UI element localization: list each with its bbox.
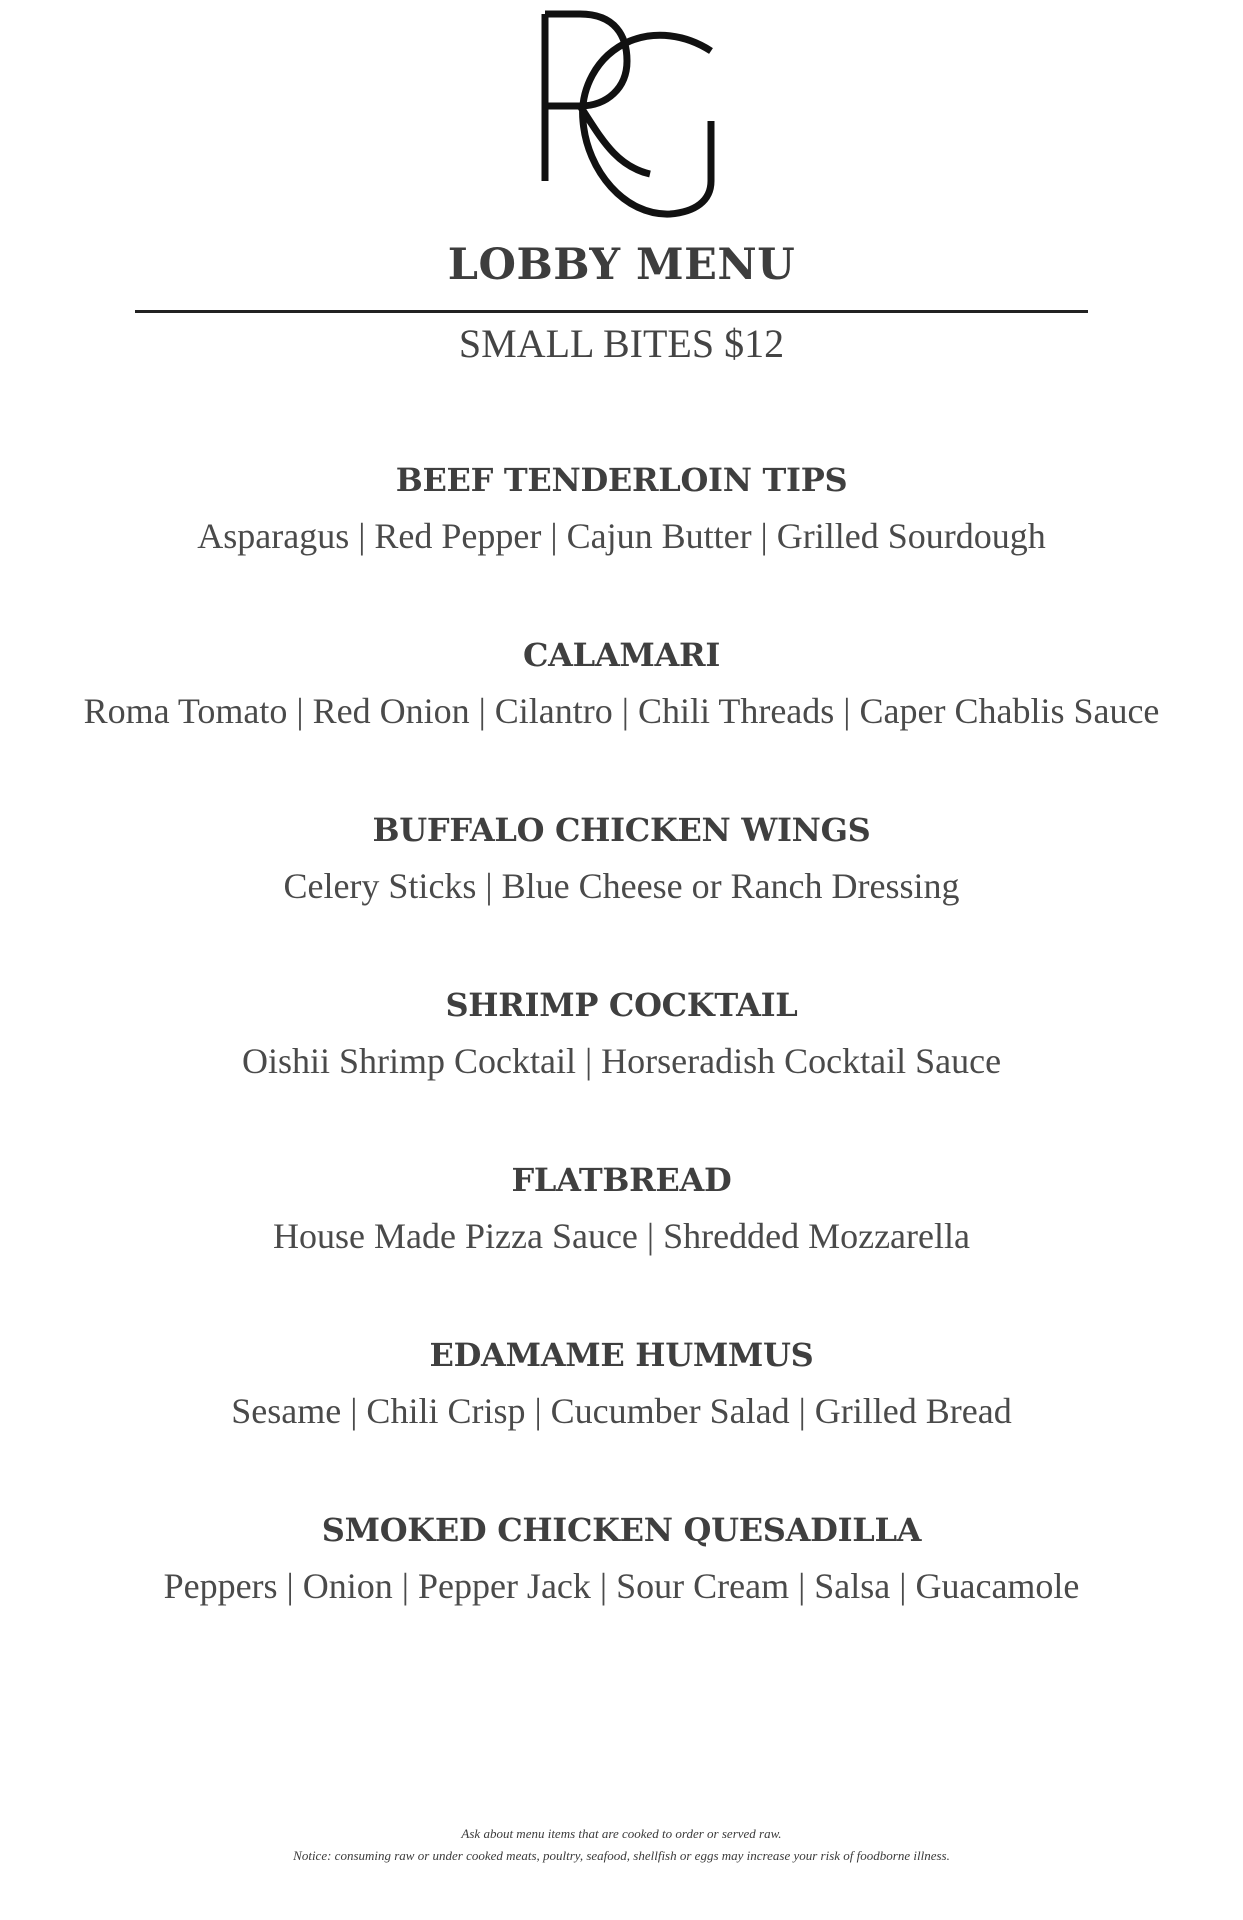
menu-items-list (0, 458, 1243, 1683)
menu-item-name: CALAMARI (522, 636, 721, 674)
menu-item (0, 1508, 1243, 1683)
footer-line-health-notice: Notice: consuming raw or under cooked meats, poultry, seafood, shellfish or eggs may increase your risk of foodborne illness. (293, 1848, 950, 1863)
menu-item-description: Oishii Shrimp Cocktail | Horseradish Cocktail Sauce (241, 1041, 1002, 1081)
rg-logo-icon (535, 6, 725, 220)
menu-item-description: Peppers | Onion | Pepper Jack | Sour Cream | Salsa | Guacamole (163, 1566, 1080, 1606)
menu-item-name: EDAMAME HUMMUS (429, 1336, 814, 1374)
menu-subtitle: SMALL BITES $12 (458, 321, 785, 366)
footer-notice (0, 1823, 1243, 1867)
title-divider (135, 310, 1088, 313)
menu-item (0, 808, 1243, 983)
menu-item (0, 458, 1243, 633)
menu-item (0, 1333, 1243, 1508)
menu-item-description: Asparagus | Red Pepper | Cajun Butter | Grilled Sourdough (197, 516, 1046, 556)
menu-item-description: Roma Tomato | Red Onion | Cilantro | Chili Threads | Caper Chablis Sauce (83, 691, 1160, 731)
footer-line-raw-items: Ask about menu items that are cooked to order or served raw. (461, 1826, 782, 1841)
menu-item-description: Sesame | Chili Crisp | Cucumber Salad | Grilled Bread (231, 1391, 1012, 1431)
menu-item (0, 633, 1243, 808)
menu-item-name: SHRIMP COCKTAIL (445, 986, 798, 1024)
menu-item-name: SMOKED CHICKEN QUESADILLA (321, 1511, 922, 1549)
menu-item-description: Celery Sticks | Blue Cheese or Ranch Dressing (283, 866, 960, 906)
menu-item-name: FLATBREAD (511, 1161, 732, 1199)
menu-title: LOBBY MENU (447, 240, 796, 290)
menu-item (0, 1158, 1243, 1333)
menu-item-name: BUFFALO CHICKEN WINGS (372, 811, 871, 849)
menu-item-name: BEEF TENDERLOIN TIPS (395, 461, 848, 499)
menu-item-description: House Made Pizza Sauce | Shredded Mozzarella (273, 1216, 970, 1256)
menu-item (0, 983, 1243, 1158)
